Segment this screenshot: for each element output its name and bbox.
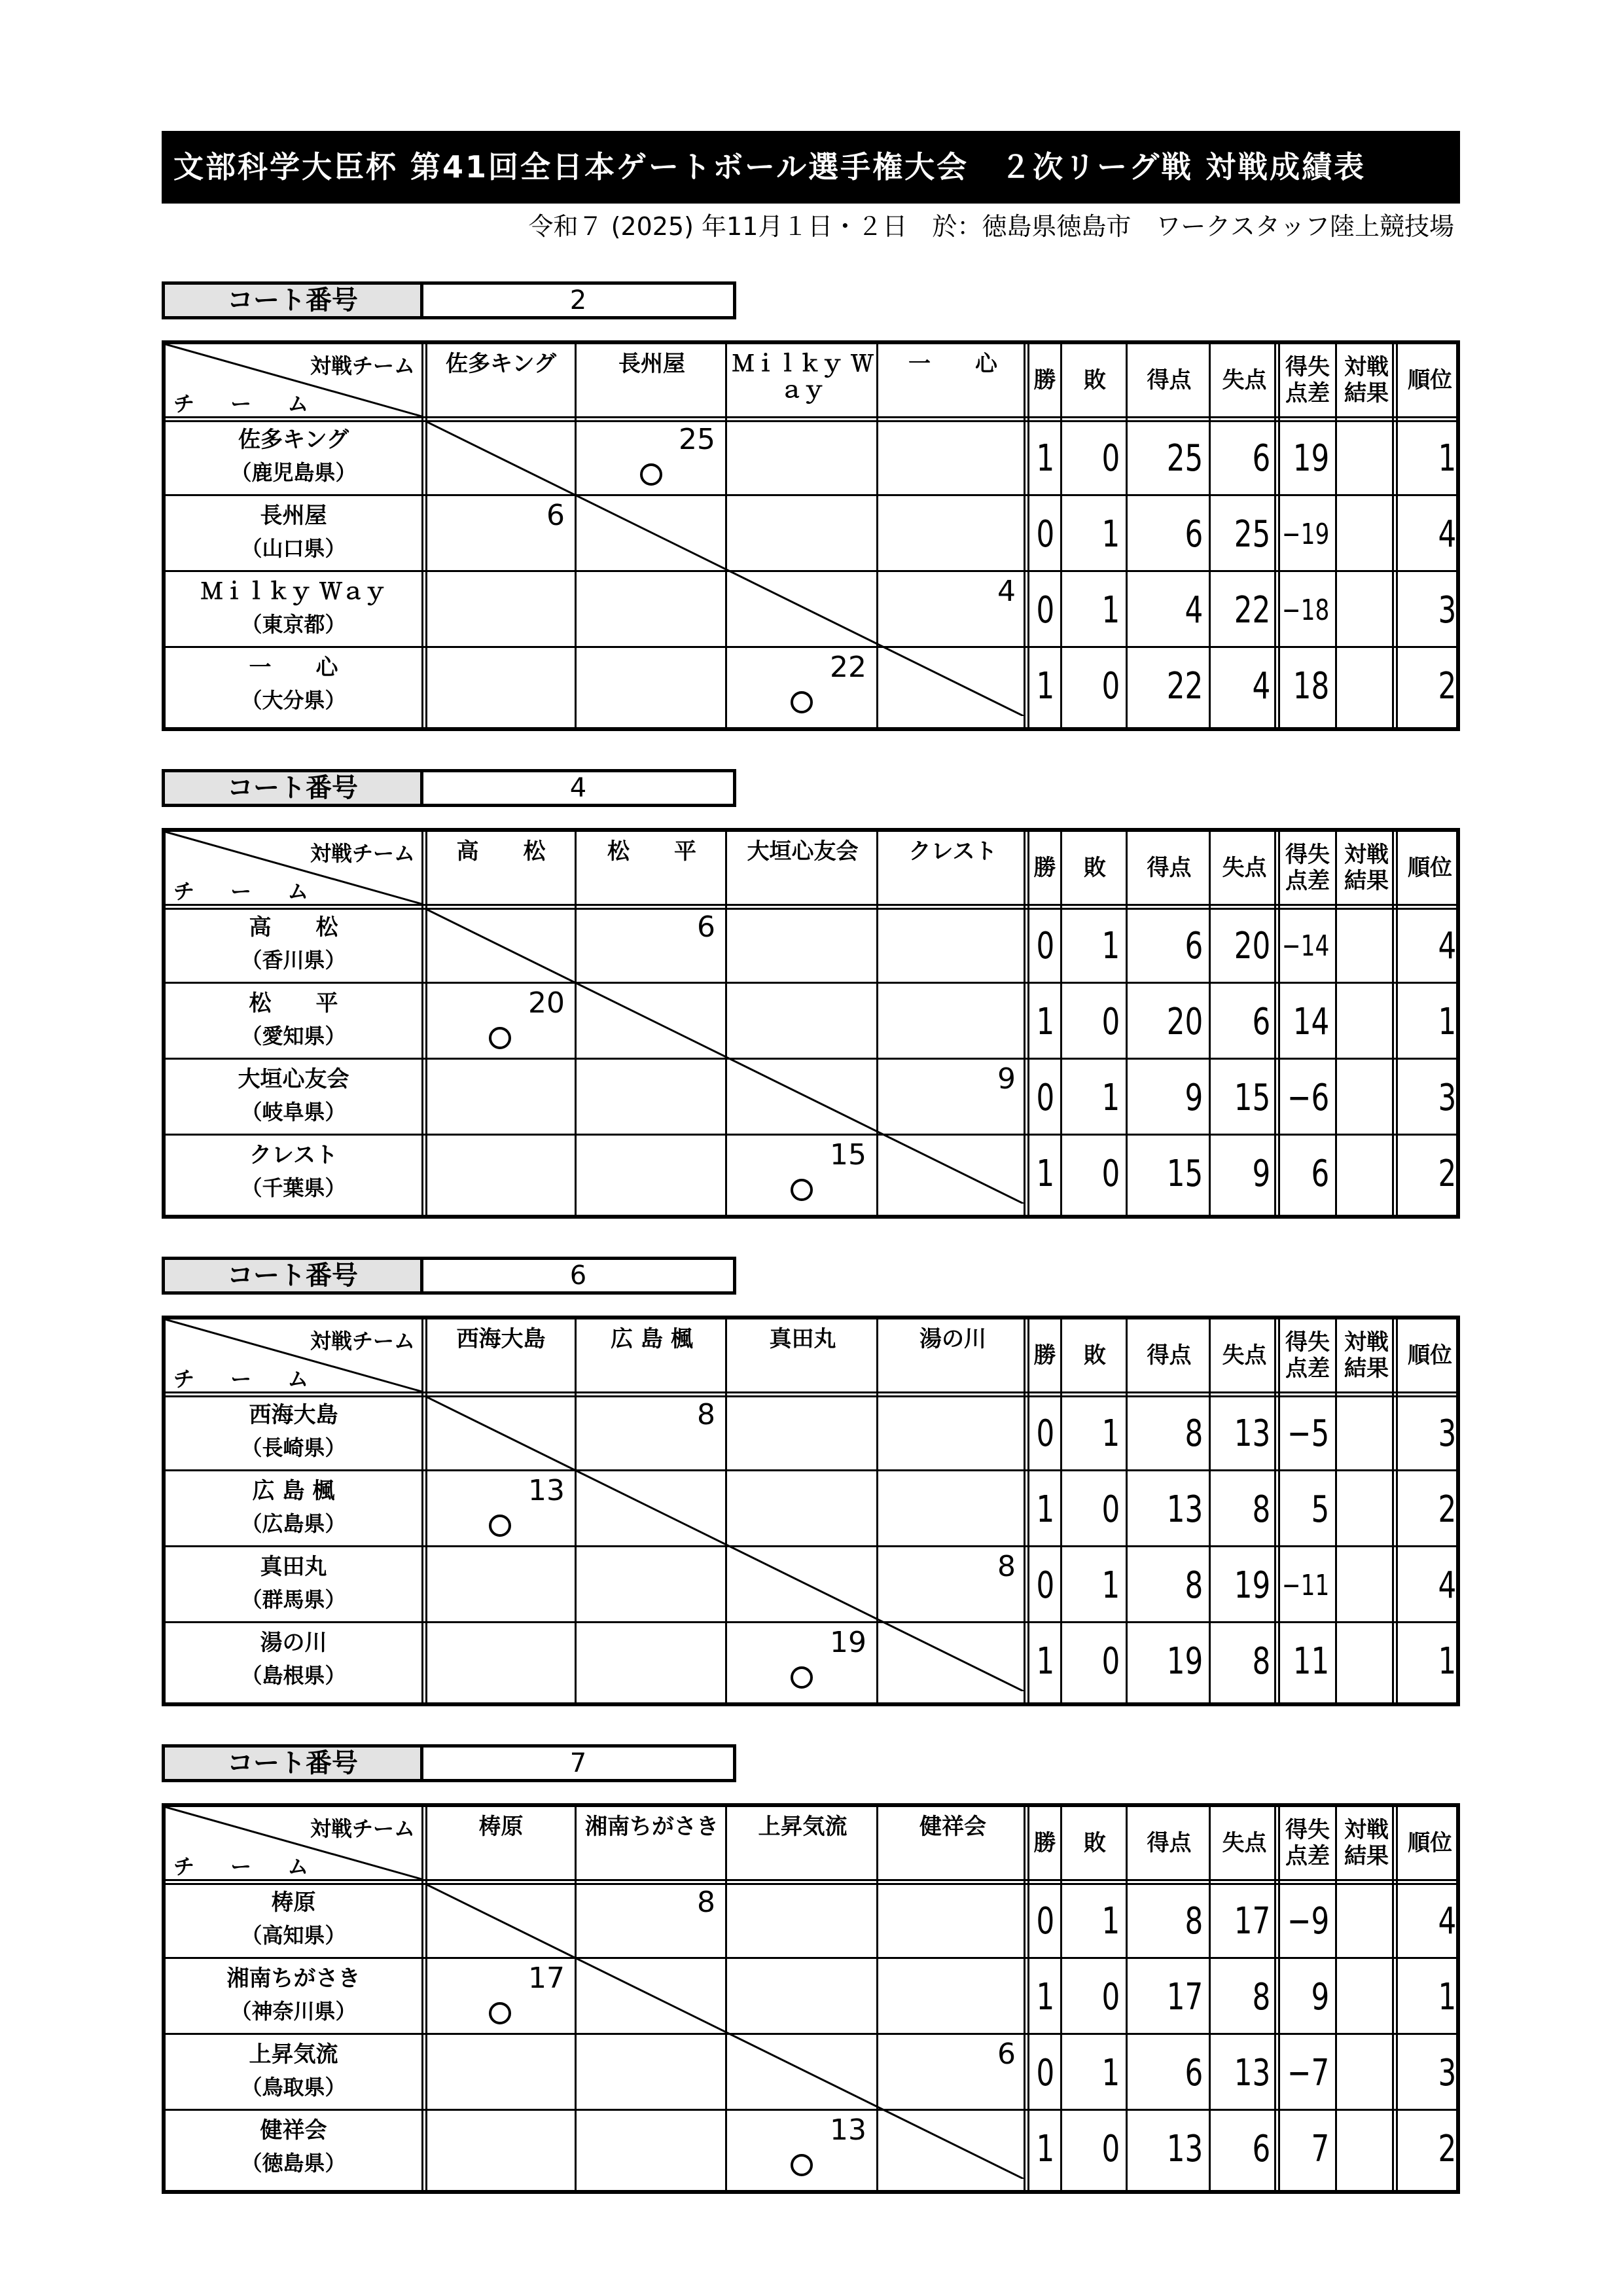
corner-header <box>166 832 421 908</box>
stat-header: 失点 <box>1222 367 1267 393</box>
stat-value: 7 <box>1311 2127 1330 2170</box>
stat-value: 1 <box>1438 1000 1457 1043</box>
stat-header: 敗 <box>1084 1342 1106 1369</box>
stat-header: 勝 <box>1033 1830 1056 1856</box>
court-number: 4 <box>420 769 736 807</box>
stat-value: 0 <box>1036 1564 1055 1607</box>
results-table <box>162 828 1460 1219</box>
team-name: 一 心 <box>249 655 338 681</box>
stat-value: 2 <box>1438 1152 1457 1195</box>
team-name: 長州屋 <box>260 503 327 529</box>
stat-value: 8 <box>1252 1488 1271 1531</box>
stat-value: 15 <box>1234 1076 1271 1119</box>
stat-value <box>1351 912 1391 980</box>
stat-value: 0 <box>1101 664 1120 708</box>
stat-value: 6 <box>1252 2127 1271 2170</box>
team-name: 梼原 <box>271 1890 316 1916</box>
opponent-header: 一 心 <box>908 351 997 377</box>
court-number: 7 <box>420 1744 736 1782</box>
stat-value: 0 <box>1101 1488 1120 1531</box>
stat-value: 20 <box>1166 1000 1204 1043</box>
stat-value: 0 <box>1036 512 1055 556</box>
stat-value: 1 <box>1036 1152 1055 1195</box>
stat-value <box>1351 1139 1391 1208</box>
stat-value: 1 <box>1101 1564 1120 1607</box>
stat-value: 2 <box>1438 1488 1457 1531</box>
stat-value: −18 <box>1281 593 1330 627</box>
stat-header: 失点 <box>1222 855 1267 881</box>
column-divider <box>1126 344 1128 727</box>
self-match-diagonal <box>423 1395 1024 1691</box>
stat-value: 1 <box>1438 1975 1457 2018</box>
opponent-header: 健祥会 <box>919 1814 986 1840</box>
stat-value: 4 <box>1438 1899 1457 1943</box>
stat-header: 対戦 結果 <box>1344 842 1389 894</box>
stat-value <box>1351 652 1391 720</box>
opponent-header: 西海大島 <box>456 1326 546 1352</box>
corner-header <box>166 1807 421 1883</box>
stat-value: 25 <box>1166 437 1204 480</box>
corner-header <box>166 1319 421 1395</box>
stat-value: −7 <box>1287 2051 1330 2094</box>
stat-value: 0 <box>1036 1412 1055 1455</box>
stat-value: 1 <box>1036 1488 1055 1531</box>
stat-value: 1 <box>1101 924 1120 967</box>
team-name: 松 平 <box>249 990 338 1016</box>
stat-value: 1 <box>1036 664 1055 708</box>
corner-label-opponent: 対戦チーム <box>310 1329 415 1354</box>
stat-value: 1 <box>1101 1899 1120 1943</box>
stat-value <box>1351 1475 1391 1543</box>
self-match-diagonal <box>423 420 1024 716</box>
match-score: 20 <box>528 986 565 1020</box>
court-label: コート番号 <box>162 769 423 807</box>
team-prefecture: （島根県） <box>241 1663 346 1688</box>
team-name: 佐多キング <box>238 427 349 453</box>
stat-value: 9 <box>1252 1152 1271 1195</box>
win-circle-mark <box>791 1666 813 1689</box>
stat-value: 19 <box>1293 437 1330 480</box>
match-score: 25 <box>679 423 715 456</box>
win-circle-mark <box>489 2002 511 2024</box>
match-score: 17 <box>528 1962 565 1995</box>
court-section <box>162 1257 1460 1708</box>
stat-value: 15 <box>1166 1152 1204 1195</box>
stat-value: 0 <box>1036 924 1055 967</box>
stat-value: 13 <box>1166 2127 1204 2170</box>
stat-value: 1 <box>1101 588 1120 632</box>
team-name: 広 島 楓 <box>252 1478 335 1504</box>
stat-value: 6 <box>1252 437 1271 480</box>
team-name: Ｍｉｌｋｙ Ｗａｙ <box>200 579 387 605</box>
opponent-header: 広 島 楓 <box>611 1326 693 1352</box>
team-name: クレスト <box>249 1142 338 1168</box>
diagonal-line <box>423 908 1024 1204</box>
stat-value: 1 <box>1036 1000 1055 1043</box>
court-section <box>162 1744 1460 2196</box>
column-divider <box>1335 1807 1337 2190</box>
stat-value: 4 <box>1252 664 1271 708</box>
team-prefecture: （東京都） <box>241 612 346 637</box>
stat-value: 22 <box>1166 664 1204 708</box>
stat-header: 敗 <box>1084 855 1106 881</box>
stat-header: 順位 <box>1408 855 1452 881</box>
stat-value: −5 <box>1287 1412 1330 1455</box>
stat-value: 13 <box>1234 2051 1271 2094</box>
stat-value: −6 <box>1287 1076 1330 1119</box>
stat-value: 1 <box>1036 1975 1055 2018</box>
stat-header: 得失 点差 <box>1285 354 1330 406</box>
team-name: 真田丸 <box>260 1554 327 1580</box>
stat-header: 得点 <box>1147 855 1192 881</box>
team-prefecture: （神奈川県） <box>230 1999 357 2024</box>
stat-value: −19 <box>1281 517 1330 551</box>
stat-value: 17 <box>1234 1899 1271 1943</box>
court-label: コート番号 <box>162 1257 423 1295</box>
stat-value: 0 <box>1101 1640 1120 1683</box>
stat-value: 25 <box>1234 512 1271 556</box>
stat-value: 6 <box>1185 512 1204 556</box>
stat-value: 13 <box>1234 1412 1271 1455</box>
stat-value: 0 <box>1036 588 1055 632</box>
opponent-header: 高 松 <box>456 838 546 865</box>
stat-value <box>1351 576 1391 644</box>
stat-value <box>1351 2115 1391 2183</box>
match-score: 8 <box>697 1886 715 1919</box>
column-divider <box>1060 832 1062 1215</box>
corner-header <box>166 344 421 420</box>
court-number: 2 <box>420 281 736 319</box>
stat-value: 1 <box>1101 512 1120 556</box>
team-prefecture: （愛知県） <box>241 1024 346 1049</box>
win-circle-mark <box>489 1515 511 1537</box>
opponent-header: Ｍｉｌｋｙ Ｗａｙ <box>732 351 874 403</box>
stat-value: 4 <box>1438 924 1457 967</box>
match-score: 15 <box>830 1138 866 1172</box>
stat-value: 11 <box>1293 1640 1330 1683</box>
stat-value: 1 <box>1101 1076 1120 1119</box>
stat-header: 順位 <box>1408 367 1452 393</box>
stat-value: 14 <box>1293 1000 1330 1043</box>
column-divider <box>1126 1807 1128 2190</box>
stat-value: 1 <box>1101 2051 1120 2094</box>
match-score: 8 <box>697 1398 715 1431</box>
stat-header: 得失 点差 <box>1285 1817 1330 1869</box>
court-section <box>162 281 1460 733</box>
event-info: 令和７ (2025) 年11月１日・２日 於：徳島県徳島市 ワークスタッフ陸上競技場 <box>528 212 1454 241</box>
stat-value: 1 <box>1036 1640 1055 1683</box>
column-divider <box>1060 1319 1062 1702</box>
team-prefecture: （群馬県） <box>241 1587 346 1612</box>
team-prefecture: （岐阜県） <box>241 1100 346 1124</box>
stat-value: 8 <box>1185 1899 1204 1943</box>
column-divider <box>1209 344 1211 727</box>
stat-value: 4 <box>1185 588 1204 632</box>
stat-header: 失点 <box>1222 1342 1267 1369</box>
team-name: 高 松 <box>249 914 338 941</box>
column-divider <box>1335 344 1337 727</box>
stat-header: 失点 <box>1222 1830 1267 1856</box>
stat-value: 19 <box>1234 1564 1271 1607</box>
stat-value: 3 <box>1438 1076 1457 1119</box>
results-table <box>162 1803 1460 2194</box>
stat-value: 18 <box>1293 664 1330 708</box>
stat-value <box>1351 2039 1391 2107</box>
match-score: 13 <box>528 1474 565 1507</box>
team-prefecture: （香川県） <box>241 948 346 973</box>
opponent-header: 湯の川 <box>919 1326 986 1352</box>
stat-header: 対戦 結果 <box>1344 1817 1389 1869</box>
court-label: コート番号 <box>162 1744 423 1782</box>
team-name: 健祥会 <box>260 2117 327 2144</box>
team-name: 湯の川 <box>260 1630 327 1656</box>
win-circle-mark <box>791 1179 813 1201</box>
opponent-header: クレスト <box>908 838 997 865</box>
match-score: 6 <box>697 910 715 944</box>
win-circle-mark <box>489 1027 511 1049</box>
team-name: 湘南ちがさき <box>226 1965 361 1992</box>
column-divider <box>1209 1807 1211 2190</box>
opponent-header: 梼原 <box>478 1814 524 1840</box>
stat-value: 8 <box>1185 1564 1204 1607</box>
diagonal-line <box>423 420 1024 716</box>
stat-header: 得失 点差 <box>1285 842 1330 894</box>
team-prefecture: （大分県） <box>241 688 346 713</box>
stat-value: 6 <box>1311 1152 1330 1195</box>
stat-header: 対戦 結果 <box>1344 1329 1389 1382</box>
column-divider <box>1209 832 1211 1215</box>
stat-value: 0 <box>1101 2127 1120 2170</box>
stat-value: 0 <box>1101 1975 1120 2018</box>
stat-value: 1 <box>1438 437 1457 480</box>
team-name: 上昇気流 <box>249 2041 338 2068</box>
stat-value: 3 <box>1438 2051 1457 2094</box>
stat-header: 順位 <box>1408 1830 1452 1856</box>
diagonal-line <box>423 1395 1024 1691</box>
stat-header: 得失 点差 <box>1285 1329 1330 1382</box>
self-match-diagonal <box>423 908 1024 1204</box>
stat-header: 敗 <box>1084 1830 1106 1856</box>
stat-value <box>1351 988 1391 1056</box>
column-divider <box>1335 832 1337 1215</box>
stat-value: 4 <box>1438 512 1457 556</box>
stat-value: 20 <box>1234 924 1271 967</box>
results-table <box>162 1316 1460 1706</box>
opponent-header: 上昇気流 <box>758 1814 847 1840</box>
match-score: 9 <box>997 1062 1016 1096</box>
opponent-header: 真田丸 <box>769 1326 836 1352</box>
team-prefecture: （山口県） <box>241 536 346 561</box>
stat-value: 1 <box>1101 1412 1120 1455</box>
stat-value: 9 <box>1185 1076 1204 1119</box>
stat-value: −14 <box>1281 929 1330 963</box>
opponent-header: 長州屋 <box>618 351 685 377</box>
match-score: 6 <box>997 2037 1016 2071</box>
corner-label-team: チ ー ム <box>173 1367 323 1391</box>
stat-value: 3 <box>1438 588 1457 632</box>
corner-label-team: チ ー ム <box>173 391 323 416</box>
stat-value <box>1351 1064 1391 1132</box>
stat-value: 0 <box>1036 1899 1055 1943</box>
stat-value: 6 <box>1185 2051 1204 2094</box>
corner-label-opponent: 対戦チーム <box>310 841 415 866</box>
column-divider <box>1126 832 1128 1215</box>
stat-value: 6 <box>1185 924 1204 967</box>
win-circle-mark <box>791 691 813 713</box>
opponent-header: 佐多キング <box>446 351 556 377</box>
stat-value: 1 <box>1036 2127 1055 2170</box>
page-title: 文部科学大臣杯 第41回全日本ゲートボール選手権大会 ２次リーグ戦 対戦成績表 <box>162 131 1460 204</box>
stat-header: 得点 <box>1147 1342 1192 1369</box>
stat-value: 0 <box>1101 437 1120 480</box>
stat-value: 4 <box>1438 1564 1457 1607</box>
team-prefecture: （高知県） <box>241 1923 346 1948</box>
stat-header: 順位 <box>1408 1342 1452 1369</box>
stat-value: 13 <box>1166 1488 1204 1531</box>
stat-value: 2 <box>1438 2127 1457 2170</box>
stat-value: −11 <box>1281 1568 1330 1602</box>
team-name: 大垣心友会 <box>238 1066 349 1092</box>
stat-header: 勝 <box>1033 855 1056 881</box>
stat-value: 0 <box>1101 1000 1120 1043</box>
stat-value: 1 <box>1438 1640 1457 1683</box>
stat-header: 得点 <box>1147 367 1192 393</box>
stat-value <box>1351 1963 1391 2031</box>
stat-header: 敗 <box>1084 367 1106 393</box>
team-prefecture: （千葉県） <box>241 1175 346 1200</box>
team-name: 西海大島 <box>249 1402 338 1428</box>
stat-value: 0 <box>1036 2051 1055 2094</box>
stat-value: 2 <box>1438 664 1457 708</box>
match-score: 19 <box>830 1626 866 1659</box>
opponent-header: 松 平 <box>607 838 696 865</box>
stat-header: 勝 <box>1033 1342 1056 1369</box>
column-divider <box>1060 1807 1062 2190</box>
corner-label-opponent: 対戦チーム <box>310 353 415 378</box>
self-match-diagonal <box>423 1883 1024 2179</box>
team-prefecture: （鳥取県） <box>241 2075 346 2100</box>
corner-label-opponent: 対戦チーム <box>310 1816 415 1841</box>
stat-value: −9 <box>1287 1899 1330 1943</box>
stat-value: 8 <box>1185 1412 1204 1455</box>
match-score: 6 <box>546 499 565 532</box>
court-number: 6 <box>420 1257 736 1295</box>
diagonal-line <box>423 1883 1024 2179</box>
win-circle-mark <box>640 463 662 486</box>
stat-value: 0 <box>1036 1076 1055 1119</box>
team-prefecture: （徳島県） <box>241 2151 346 2176</box>
court-label: コート番号 <box>162 281 423 319</box>
stat-value: 8 <box>1252 1640 1271 1683</box>
opponent-header: 湘南ちがさき <box>585 1814 719 1840</box>
stat-value <box>1351 424 1391 492</box>
match-score: 4 <box>997 575 1016 608</box>
stat-value: 1 <box>1036 437 1055 480</box>
stat-value: 19 <box>1166 1640 1204 1683</box>
court-section <box>162 769 1460 1221</box>
stat-header: 対戦 結果 <box>1344 354 1389 406</box>
team-prefecture: （鹿児島県） <box>230 460 357 485</box>
stat-value: 22 <box>1234 588 1271 632</box>
stat-value <box>1351 1551 1391 1619</box>
match-score: 22 <box>830 651 866 684</box>
stat-header: 得点 <box>1147 1830 1192 1856</box>
win-circle-mark <box>791 2154 813 2176</box>
stat-value: 9 <box>1311 1975 1330 2018</box>
stat-value: 3 <box>1438 1412 1457 1455</box>
corner-label-team: チ ー ム <box>173 879 323 904</box>
opponent-header: 大垣心友会 <box>747 838 859 865</box>
stat-value <box>1351 1399 1391 1467</box>
results-table <box>162 340 1460 731</box>
column-divider <box>1209 1319 1211 1702</box>
match-score: 8 <box>997 1550 1016 1583</box>
stat-value: 5 <box>1311 1488 1330 1531</box>
stat-value <box>1351 1627 1391 1695</box>
match-score: 13 <box>830 2113 866 2147</box>
column-divider <box>1060 344 1062 727</box>
team-prefecture: （長崎県） <box>241 1435 346 1460</box>
column-divider <box>1335 1319 1337 1702</box>
stat-value: 8 <box>1252 1975 1271 2018</box>
team-prefecture: （広島県） <box>241 1511 346 1536</box>
stat-value: 17 <box>1166 1975 1204 2018</box>
stat-value <box>1351 1887 1391 1955</box>
column-divider <box>1126 1319 1128 1702</box>
stat-header: 勝 <box>1033 367 1056 393</box>
stat-value: 6 <box>1252 1000 1271 1043</box>
corner-label-team: チ ー ム <box>173 1854 323 1879</box>
stat-value: 0 <box>1101 1152 1120 1195</box>
stat-value <box>1351 500 1391 568</box>
